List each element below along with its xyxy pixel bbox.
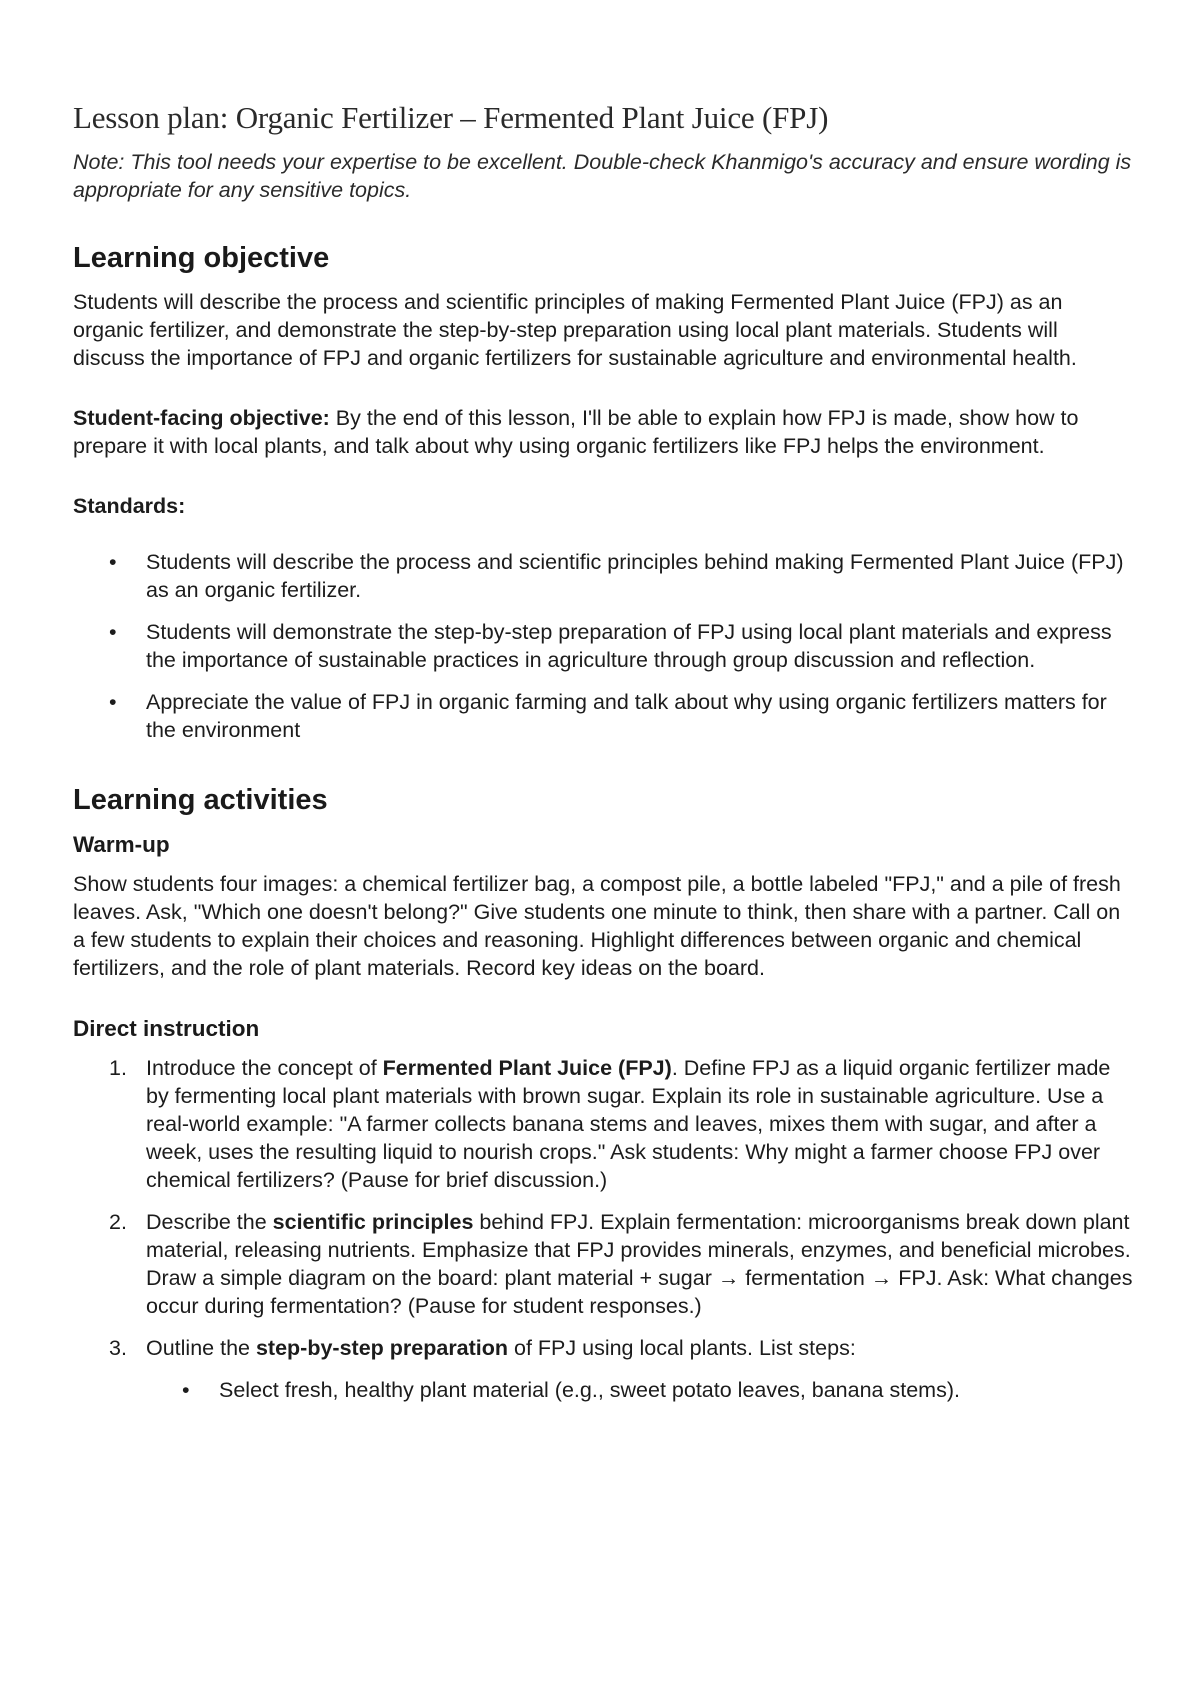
bullet-icon: • <box>109 620 117 644</box>
step-number: 2. <box>109 1210 127 1234</box>
list-item: 3. Outline the step-by-step preparation of FPJ using local plants. List steps: • Select fresh, healthy plant material (e.g., sweet potato leaves, banana stems). <box>73 1334 1133 1404</box>
list-item: • Students will demonstrate the step-by-step preparation of FPJ using local plant materials and express the importance of sustainable practices in agriculture through group discussion and reflection. <box>109 620 1112 672</box>
standards-list <box>73 548 1133 744</box>
disclaimer-note: Note: This tool needs your expertise to be excellent. Double-check Khanmigo's accuracy and ensure wording is appropriate for any sensitive topics. <box>73 150 1132 202</box>
step-number: 3. <box>109 1336 127 1360</box>
bullet-icon: • <box>182 1378 190 1402</box>
page-title: Lesson plan: Organic Fertilizer – Fermented Plant Juice (FPJ) <box>73 100 829 135</box>
list-item: 1. Introduce the concept of Fermented Plant Juice (FPJ). Define FPJ as a liquid organic fertilizer made by fermenting local plant materials with brown sugar. Explain its role in sustainable agriculture. Use a real-world example: "A farmer collects banana stems and leaves, mixes them with sugar, and after a week, uses the resulting liquid to nourish crops." Ask students: Why might a farmer choose FPJ over chemical fertilizers? (Pause for brief discussion.) <box>109 1056 1111 1192</box>
step-number: 1. <box>109 1056 127 1080</box>
student-facing-text: By the end of this lesson, I'll be able to explain how FPJ is made, show how to prepare it with local plants, and talk about why using organic fertilizers like FPJ helps the environment. <box>73 406 1079 458</box>
bullet-icon: • <box>109 690 117 714</box>
list-item: • Appreciate the value of FPJ in organic farming and talk about why using organic fertilizers matters for the environment <box>109 690 1107 742</box>
student-facing-label: Student-facing objective: <box>73 406 330 430</box>
preparation-substeps <box>146 1376 1133 1404</box>
document-content <box>73 98 1133 1404</box>
learning-activities-heading: Learning activities <box>73 784 328 816</box>
list-item: 2. Describe the scientific principles behind FPJ. Explain fermentation: microorganisms break down plant material, releasing nutrients. Emphasize that FPJ provides minerals, enzymes, and beneficial microbes. Draw a simple diagram on the board: plant material + sugar → fermentation → FPJ. Ask: What changes occur during fermentation? (Pause for student responses.) <box>109 1210 1133 1318</box>
learning-objective-heading: Learning objective <box>73 242 330 274</box>
list-item: • Select fresh, healthy plant material (e.g., sweet potato leaves, banana stems). <box>182 1378 960 1402</box>
direct-instruction-heading: Direct instruction <box>73 1016 260 1041</box>
direct-instruction-steps <box>73 1054 1133 1404</box>
bullet-icon: • <box>109 550 117 574</box>
warmup-heading: Warm-up <box>73 832 170 857</box>
learning-objective-body: Students will describe the process and scientific principles of making Fermented Plant Juice (FPJ) as an organic fertilizer, and demonstrate the step-by-step preparation using local plant materials. Students will discuss the importance of FPJ and organic fertilizers for sustainable agriculture and environmental health. <box>73 290 1077 370</box>
student-facing-objective <box>73 404 1133 460</box>
standards-label: Standards: <box>73 494 186 518</box>
warmup-body: Show students four images: a chemical fertilizer bag, a compost pile, a bottle labeled "FPJ," and a pile of fresh leaves. Ask, "Which one doesn't belong?" Give students one minute to think, then share with a partner. Call on a few students to explain their choices and reasoning. Highlight differences between organic and chemical fertilizers, and the role of plant materials. Record key ideas on the board. <box>73 872 1121 980</box>
list-item: • Students will describe the process and scientific principles behind making Fermented Plant Juice (FPJ) as an organic fertilizer. <box>109 550 1124 602</box>
